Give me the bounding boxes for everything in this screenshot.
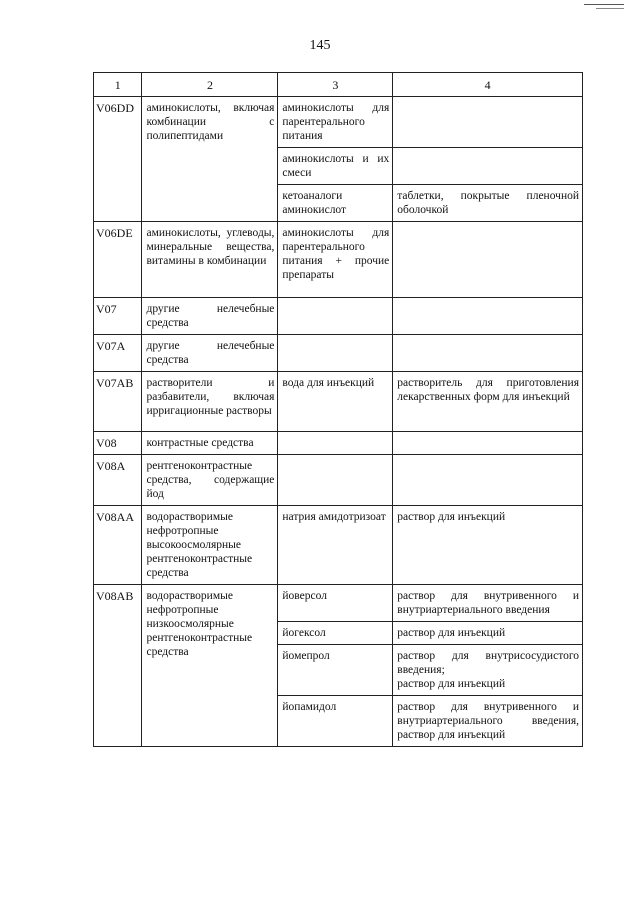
dosage-form-cell — [393, 222, 583, 298]
anatomical-therapeutic-group-cell: другие нелечебные средства — [142, 298, 278, 335]
dosage-form-cell — [393, 298, 583, 335]
table-row — [94, 372, 583, 432]
dosage-form-cell: таблетки, покрытые пленочной оболочкой — [393, 185, 583, 222]
dosage-form-cell — [393, 335, 583, 372]
medicine-name-cell: йопамидол — [278, 696, 393, 747]
dosage-form-cell: раствор для внутривенного и внутриартериального введения, раствор для инъекций — [393, 696, 583, 747]
atc-code-cell: V06DE — [94, 222, 142, 298]
medicine-name-cell — [278, 335, 393, 372]
dosage-form-cell: раствор для инъекций — [393, 506, 583, 585]
medicine-name-cell: аминокислоты и их смеси — [278, 148, 393, 185]
medicine-name-cell: йомепрол — [278, 645, 393, 696]
dosage-form-cell — [393, 148, 583, 185]
anatomical-therapeutic-group-cell: водорастворимые нефротропные низкоосмолярные рентгеноконтрастные средства — [142, 585, 278, 747]
anatomical-therapeutic-group-cell: аминокислоты, включая комбинации с полипептидами — [142, 97, 278, 222]
medicine-name-cell: кетоаналоги аминокислот — [278, 185, 393, 222]
atc-code-cell: V07AB — [94, 372, 142, 432]
medicine-name-cell — [278, 298, 393, 335]
medicine-name-cell — [278, 455, 393, 506]
column-header-2: 2 — [142, 73, 278, 97]
drug-table — [93, 72, 583, 747]
column-header-4: 4 — [393, 73, 583, 97]
dosage-form-cell — [393, 432, 583, 455]
atc-code-cell: V08AA — [94, 506, 142, 585]
dosage-form-cell — [393, 455, 583, 506]
dosage-form-cell: раствор для внутрисосудистого введения; раствор для инъекций — [393, 645, 583, 696]
dosage-form-cell: растворитель для приготовления лекарственных форм для инъекций — [393, 372, 583, 432]
table-row — [94, 298, 583, 335]
header-row — [94, 73, 583, 97]
table-row — [94, 506, 583, 585]
dosage-form-cell: раствор для инъекций — [393, 622, 583, 645]
anatomical-therapeutic-group-cell: рентгеноконтрастные средства, содержащие йод — [142, 455, 278, 506]
medicine-name-cell: аминокислоты для парентерального питания + прочие препараты — [278, 222, 393, 298]
atc-code-cell: V06DD — [94, 97, 142, 222]
header-rule — [584, 4, 624, 5]
table-row — [94, 432, 583, 455]
medicine-name-cell: вода для инъекций — [278, 372, 393, 432]
anatomical-therapeutic-group-cell: контрастные средства — [142, 432, 278, 455]
header-rule-secondary — [596, 8, 624, 9]
dosage-form-cell — [393, 97, 583, 148]
page-number: 145 — [309, 38, 331, 53]
column-header-1: 1 — [94, 73, 142, 97]
table-row — [94, 455, 583, 506]
atc-code-cell: V07A — [94, 335, 142, 372]
medicine-name-cell: йоверсол — [278, 585, 393, 622]
table-row — [94, 335, 583, 372]
table-row — [94, 222, 583, 298]
medicine-name-cell: йогексол — [278, 622, 393, 645]
table-row — [94, 97, 583, 148]
anatomical-therapeutic-group-cell: аминокислоты, углеводы, минеральные вещества, витамины в комбинации — [142, 222, 278, 298]
medicine-name-cell — [278, 432, 393, 455]
atc-code-cell: V08 — [94, 432, 142, 455]
column-header-3: 3 — [278, 73, 393, 97]
anatomical-therapeutic-group-cell: другие нелечебные средства — [142, 335, 278, 372]
atc-code-cell: V08AB — [94, 585, 142, 747]
medicine-name-cell: натрия амидотризоат — [278, 506, 393, 585]
anatomical-therapeutic-group-cell: растворители и разбавители, включая ирригационные растворы — [142, 372, 278, 432]
dosage-form-cell: раствор для внутривенного и внутриартериального введения — [393, 585, 583, 622]
anatomical-therapeutic-group-cell: водорастворимые нефротропные высокоосмолярные рентгеноконтрастные средства — [142, 506, 278, 585]
atc-code-cell: V07 — [94, 298, 142, 335]
table-row — [94, 585, 583, 622]
medicine-name-cell: аминокислоты для парентерального питания — [278, 97, 393, 148]
table-body — [94, 97, 583, 747]
atc-code-cell: V08A — [94, 455, 142, 506]
